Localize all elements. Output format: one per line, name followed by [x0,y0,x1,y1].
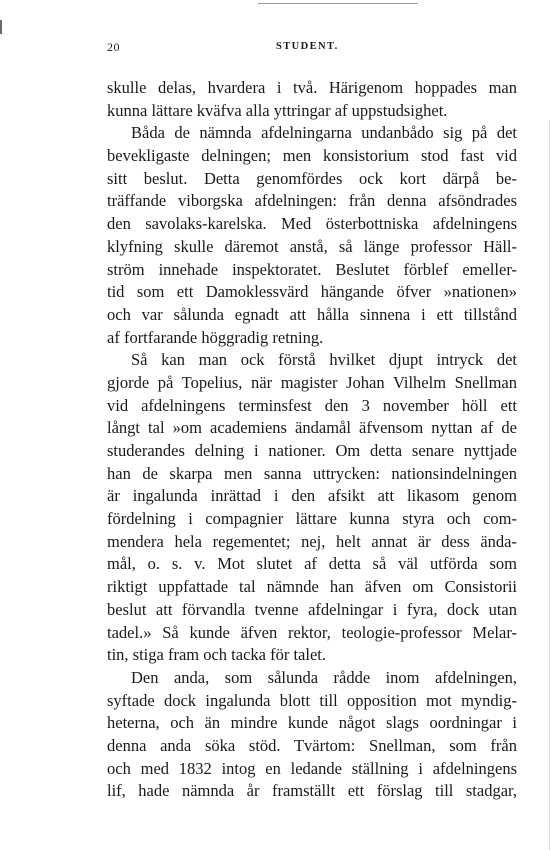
text-line: är ingalunda inrättad i den afsikt att likasom genom [107,486,517,506]
text-line: heterna, och än mindre kunde något slags oordningar i [107,713,517,733]
text-line: studerandes delning i nationer. Om detta senare nyttjade [107,441,517,460]
text-line: ström innehade inspektoratet. Beslutet förblef emeller- [107,259,517,279]
running-head [107,40,517,56]
text-line: och var sålunda egnadt att hålla sinnena i ett tillstånd [107,304,517,324]
text-line: skulle delas, hvardera i två. Härigenom hoppades man [107,78,517,97]
page-number: 20 [107,40,120,54]
margin-mark [0,20,2,34]
text-line: träffande viborgska afdelningen: från denna afsöndrades [107,191,517,211]
text-line: mål, o. s. v. Mot slutet af detta så väl utförda som [107,554,517,574]
text-line: Så kan man ock förstå hvilket djupt intryck det [131,350,517,370]
text-line: långt tal »om academiens ändamål äfvensom nyttan af de [107,418,517,438]
text-line: syftade dock ingalunda blott till opposition mot myndig- [107,690,517,710]
text-line: och med 1832 intog en ledande ställning i afdelningens [107,758,517,778]
text-line: han de skarpa men sanna uttrycken: nationsindelningen [107,463,517,483]
body-text [107,77,517,803]
top-rule [258,3,418,4]
text-line: af fortfarande höggradig retning. [107,327,324,347]
text-line: lif, hade nämnda år framställt ett förslag till stadgar, [107,781,517,801]
page-edge [549,120,550,850]
text-line: bevekligaste delningen; men konsistorium stod fast vid [107,146,517,166]
text-line: Den anda, som sålunda rådde inom afdelningen, [131,667,517,687]
text-line: riktigt uppfattade tal nämnde han äfven om Consistorii [107,577,517,597]
text-line: fördelning i compagnier lättare kunna styra och com- [107,509,517,529]
text-line: den savolaks-karelska. Med österbottniska afdelningens [107,214,517,234]
text-line: mendera hela regementet; nej, helt annat är dess ända- [107,531,517,551]
text-line: tid som ett Damoklessvärd hängande öfver »nationen» [107,282,517,302]
text-line: klyfning skulle däremot anstå, så länge professor Häll- [107,236,517,256]
text-line: tin, stiga fram och tacka för talet. [107,645,326,665]
text-line: gjorde på Topelius, när magister Johan Vilhelm Snellman [107,372,517,392]
text-line: kunna lättare kväfva alla yttringar af uppstudsighet. [107,100,448,120]
text-line: denna anda söka stöd. Tvärtom: Snellman, som från [107,735,517,755]
text-line: Båda de nämnda afdelningarna undanbådo sig på det [131,123,517,143]
text-line: beslut att förvandla tvenne afdelningar i fyra, dock utan [107,599,517,619]
running-title: STUDENT. [276,41,339,52]
text-line: sitt beslut. Detta genomfördes ock kort därpå be- [107,168,517,188]
text-line: vid afdelningens terminsfest den 3 november höll ett [107,395,517,415]
text-line: tadel.» Så kunde äfven rektor, teologie-professor Melar- [107,622,517,642]
